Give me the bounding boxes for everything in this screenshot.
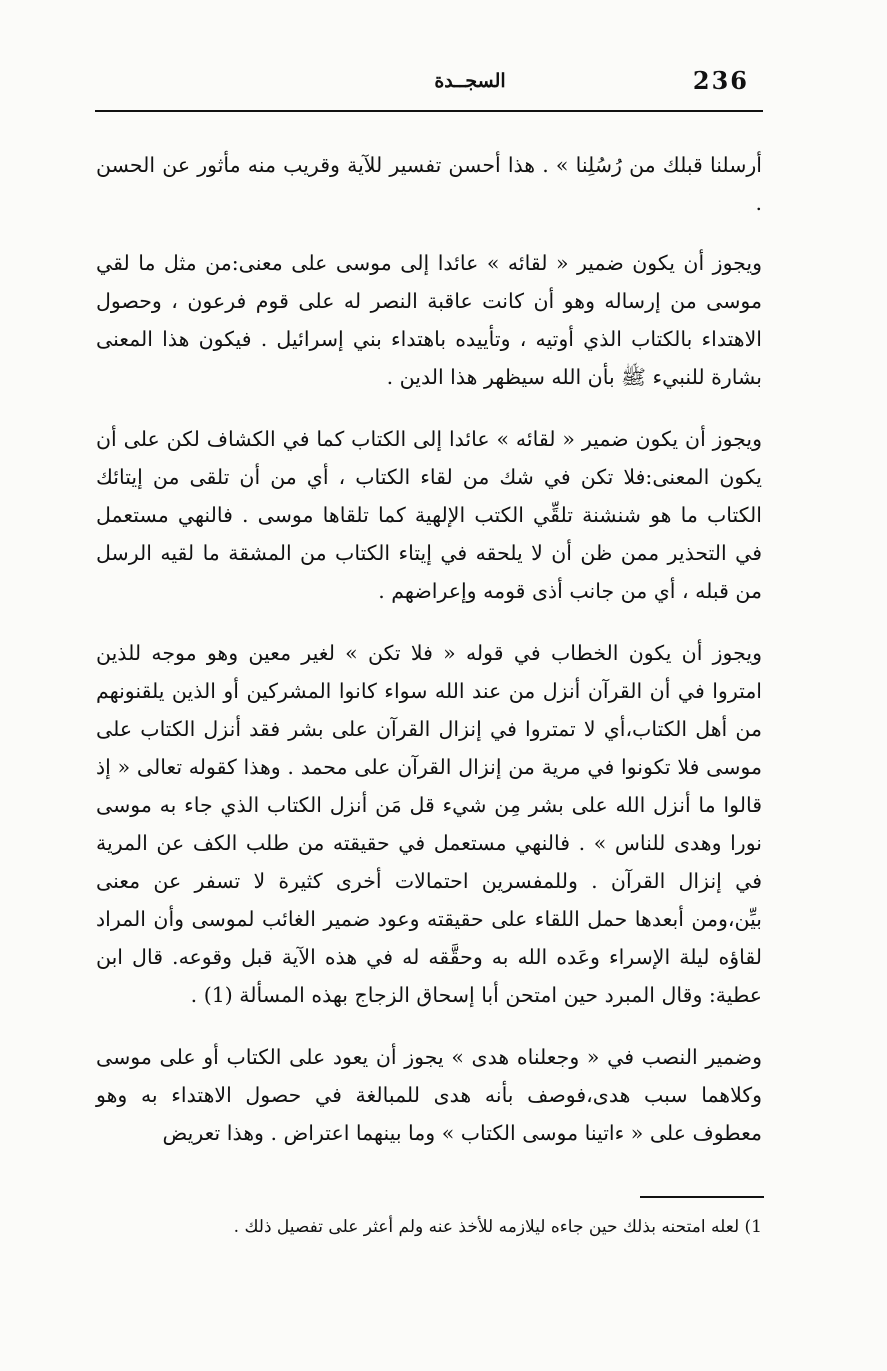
page-header [95,58,763,112]
paragraph-1: أرسلنا قبلك من رُسُلِنا » . هذا أحسن تفسير للآية وقريب منه مأثور عن الحسن . [96,153,762,215]
main-text [96,146,762,1176]
footnote-divider [640,1196,764,1198]
footnote: 1) لعله امتحنه بذلك حين جاءه ليلازمه للأخذ عنه ولم أعثر على تفصيل ذلك . [233,1217,762,1237]
paragraph-2: ويجوز أن يكون ضمير « لقائه » عائدا إلى موسى على معنى:من مثل ما لقي موسى من إرساله وهو أن كانت عاقبة النصر له على قوم فرعون ، وحصول الاهتداء بالكتاب الذي أوتيه ، وتأييده باهتداء بني إسرائيل . فيكون هذا المعنى بشارة للنبيء ﷺ بأن الله سيظهر هذا الدين . [96,251,762,389]
page-number: 236 [692,66,749,95]
paragraph-4: ويجوز أن يكون الخطاب في قوله « فلا تكن » لغير معين وهو موجه للذين امتروا في أن القرآن أنزل من عند الله سواء كانوا المشركين أو الذين يلقنونهم من أهل الكتاب،أي لا تمتروا في إنزال القرآن على بشر فقد أنزل الكتاب على موسى فلا تكونوا في مرية من إنزال القرآن على محمد . وهذا كقوله تعالى « إذ قالوا ما أنزل الله على بشر مِن شيء قل مَن أنزل الكتاب الذي جاء به موسى نورا وهدى للناس » . فالنهي مستعمل في حقيقته من طلب الكف عن المرية في إنزال القرآن . وللمفسرين احتمالات أخرى كثيرة لا تسفر عن معنى بيِّن،ومن أبعدها حمل اللقاء على حقيقته وعود ضمير الغائب لموسى وأن المراد لقاؤه ليلة الإسراء وعَده الله به وحقَّقه له في هذه الآية قبل وقوعه. قال ابن عطية: وقال المبرد حين امتحن أبا إسحاق الزجاج بهذه المسألة (1) . [96,641,762,1007]
paragraph-3: ويجوز أن يكون ضمير « لقائه » عائدا إلى الكتاب كما في الكشاف لكن على أن يكون المعنى:فلا تكن في شك من لقاء الكتاب ، أي من أن تلقى من إيتائك الكتاب ما هو شنشنة تلقِّي الكتب الإلهية كما تلقاها موسى . فالنهي مستعمل في التحذير ممن ظن أن لا يلحقه في إيتاء الكتاب من المشقة ما لقيه الرسل من قبله ، أي من جانب أذى قومه وإعراضهم . [96,427,762,603]
paragraph-5: وضمير النصب في « وجعلناه هدى » يجوز أن يعود على الكتاب أو على موسى وكلاهما سبب هدى،فوصف بأنه هدى للمبالغة في حصول الاهتداء به وهو معطوف على « ءاتينا موسى الكتاب » وما بينهما اعتراض . وهذا تعريض [96,1045,762,1145]
running-title: السجــدة [434,70,506,92]
